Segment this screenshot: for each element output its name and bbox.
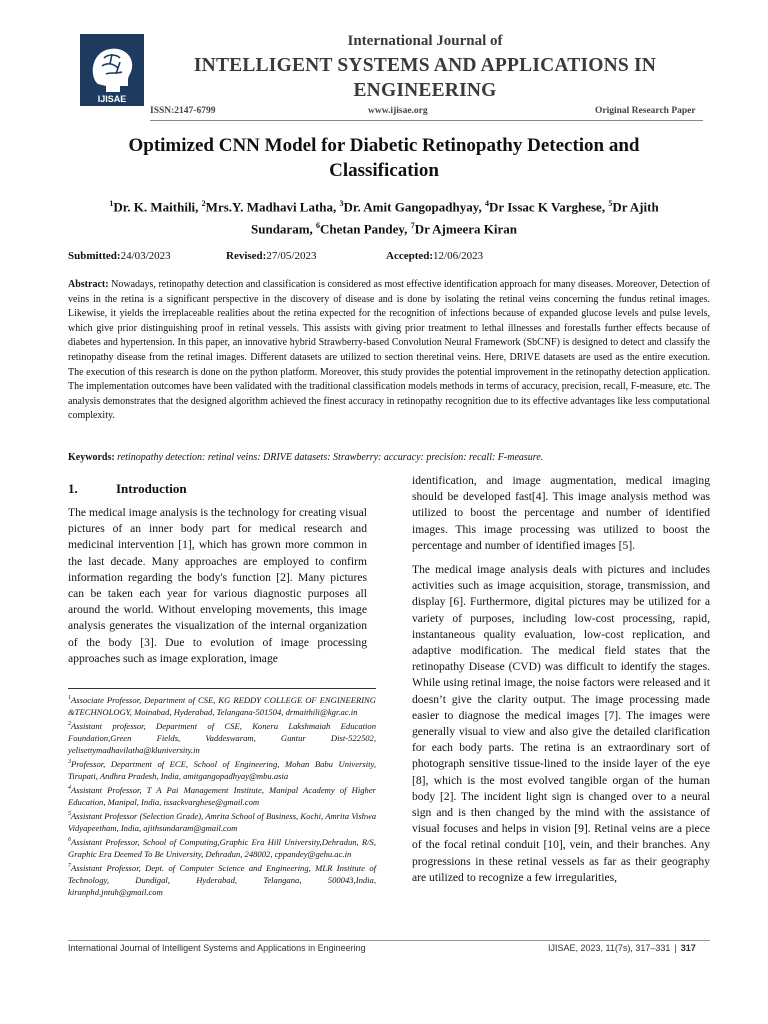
page-number: 317: [680, 943, 696, 953]
journal-prefix: International Journal of: [347, 33, 503, 49]
journal-website-link[interactable]: www.ijisae.org: [368, 106, 428, 116]
footnote-index: 7: [68, 863, 71, 870]
footnote-item: [68, 718, 376, 756]
author-index: 4: [485, 199, 490, 208]
author-index: 5: [608, 199, 613, 208]
brain-head-icon: [80, 34, 144, 106]
footnote-index: 3: [68, 759, 71, 766]
body-paragraph: The medical image analysis deals with pictures and includes activities such as image acquisition, storage, transmission, and display [6]. Furthermore, digital pictures may be utilized for a variety of purposes, including low-cost processing, rapid, instantaneous quality evaluation, low-cost replication, and adaptive modification. The medical field states that the retinopathy Disease (CVD) was difficult to identify the stages. While using retinal image, the noise factors were released and it doesn’t give the clarity output. The image processing made easier to diagnose the medical images [7]. The images were generally visual to view and also give the detailed clarification for each body parts. The retina is an extraordinary sort of photograph sensitive tissue-lined to the inside layer of the eye [8], which is the most evolved tangible organ of the human body [2]. The incident light sign is changed over to a neural sign and is then changed by the mind with the assistance of visual focuses and helps in vision [9]. Retinal veins are a piece of the focal retinal conduit [10], vein, and their branches. Any progressions in these retinal vessels as far as their geography are utilized to recognize a few irregularities,: [412, 563, 710, 884]
section-number: 1.: [68, 481, 78, 496]
footnote-index: 5: [68, 811, 71, 818]
author-name: Mrs.Y. Madhavi Latha,: [205, 199, 340, 215]
footer-citation-text: IJISAE, 2023, 11(7s), 317–331: [548, 943, 671, 953]
footnote-item: [68, 860, 376, 898]
logo-text: IJISAE: [97, 94, 127, 104]
body-paragraph: identification, and image augmentation, medical imaging should be developed fast[4]. This image analysis method was utilized to boost the percentage and number of identified images. This image processing was utilized to boost the percentage and number of identified images [5].: [412, 474, 710, 552]
footnote-item: [68, 756, 376, 782]
footnote-text: Assistant Professor, School of Computing,Graphic Era Hill University,Dehradun, R/S, Graphic Era Deemed To Be University, Dehradun, 248002, cppandey@gehu.ac.in: [68, 837, 376, 860]
accepted-date: Accepted:12/06/2023: [386, 250, 484, 262]
footnote-text: Assistant Professor, Dept. of Computer Science and Engineering, MLR Institute of Technology, Dundigal, Hyderabad, Telangana, 500043,India, kiranphd.jntuh@gmail.com: [68, 863, 376, 898]
abstract: [68, 278, 710, 424]
paper-title: Optimized CNN Model for Diabetic Retinopathy Detection and Classification: [128, 135, 640, 181]
abstract-label: Abstract:: [68, 279, 109, 290]
author-name: Dr Ajith Sundaram,: [251, 199, 659, 237]
author-name: Chetan Pandey,: [320, 221, 411, 237]
footer-divider: [68, 940, 710, 941]
footnote-index: 1: [68, 695, 71, 701]
submitted-date: Submitted:24/03/2023: [68, 250, 171, 262]
intro-right-column: [412, 473, 710, 894]
footnote-index: 6: [68, 837, 71, 844]
footnote-item: [68, 834, 376, 860]
journal-logo: [80, 34, 144, 106]
issn: ISSN:2147-6799: [150, 106, 216, 116]
keywords: [68, 452, 710, 463]
author-index: 6: [316, 221, 321, 231]
footnote-text: Assistant Professor (Selection Grade), Amrita School of Business, Kochi, Amrita Vishwa Vidyapeetham, India, ajithsundaram@gmail.com: [68, 811, 376, 834]
paper-type: Original Research Paper: [595, 106, 696, 116]
author-index: 2: [201, 199, 206, 208]
affiliation-footnotes: [68, 692, 376, 899]
section-title: Introduction: [116, 481, 187, 496]
footer-journal: International Journal of Intelligent Systems and Applications in Engineering: [68, 943, 366, 953]
footnote-text: Assistant professor, Department of CSE, Koneru Lakshmaiah Education Foundation,Green Fields, Vaddeswaram, Guntur Dist-522502, yelisettymadhavilatha@kluniversity.in: [68, 720, 376, 756]
footnote-index: 2: [68, 721, 71, 728]
header-divider: [150, 120, 703, 121]
author-index: 3: [339, 199, 344, 208]
author-index: 7: [410, 221, 415, 231]
keywords-label: Keywords:: [68, 452, 115, 463]
revised-date: Revised:27/05/2023: [226, 250, 317, 262]
author-index: 1: [109, 199, 114, 208]
journal-name: INTELLIGENT SYSTEMS AND APPLICATIONS IN ENGINEERING: [193, 55, 657, 101]
footnote-text: Associate Professor, Department of CSE, KG REDDY COLLEGE OF ENGINEERING &TECHNOLOGY, Moinabad, Hyderabad, Telangana-501504, drmaithili@kgr.ac.in: [68, 694, 376, 717]
intro-left-paragraph: The medical image analysis is the technology for creating visual pictures of an inner body part for medical research and medicinal intervention [1], which has grown more common in the last decade. Many approaches are employed to confirm information regarding the body's function [2]. Many pictures can be taken each year for various diagnostic purposes all around the world. Without enveloping movements, this image analysis generates the visualization of the internal organization of the body [3]. Due to evolution of image processing approaches such as image exploration, image: [68, 506, 367, 665]
author-name: Dr. Amit Gangopadhyay,: [343, 199, 486, 215]
footnote-item: [68, 692, 376, 718]
keywords-text: retinopathy detection: retinal veins: DRIVE datasets: Strawberry: accuracy: precision: recall: F-measure.: [114, 452, 544, 463]
author-name: Dr Ajmeera Kiran: [414, 221, 517, 237]
footnote-divider: [68, 688, 376, 689]
footer-separator: |: [674, 943, 677, 953]
section-heading: [68, 481, 187, 497]
footnote-item: [68, 808, 376, 834]
author-name: Dr. K. Maithili,: [113, 199, 202, 215]
abstract-text: Nowadays, retinopathy detection and classification is considered as most effective identification approach for many diseases. Moreover, Detection of veins in the retina is a significant perspective in the discovery of disease and is done by isolating the retinal veins concerning the fundus retinal images. Likewise, it yields the irreplaceable realities about the retina expected for the recognition of infections because of expanded glucose levels and pulse levels, which give prior distinguishing proof in retinal vessels. This assists with giving prior treatment to lethal illnesses and forestalls further effects because of diabetes and hypertension. In this paper, an innovative hybrid Strawberry-based Convolution Neural Framework (SbCNF) is designed to detect and classify the retinopathy disease from the retinal images. Different datasets are utilized to section theretinal veins. Here, DRIVE datasets are used as the entire execution. The execution of this research is done on the python platform. Moreover, this study provides the potential improvement in the retinopathy detection application. The implementation outcomes have been validated with the traditional classification models methods in terms of accuracy, precision, recall, F-measure, etc. The analysis demonstrates that the designed algorithm achieved the finest accuracy in retinopathy recognition due to its effective advantages like less computational complexity.: [68, 279, 710, 422]
footnote-item: [68, 782, 376, 808]
footnote-index: 4: [68, 785, 71, 792]
footnote-text: Assistant Professor, T A Pai Management Institute, Manipal Academy of Higher Education, Manipal, India, issackvarghese@gmail.com: [68, 785, 376, 808]
footer-citation: [548, 943, 696, 953]
footnote-text: Professor, Department of ECE, School of Engineering, Mohan Babu University, Tirupati, Andhra Pradesh, India, amitgangopadhyay@mbu.asia: [68, 759, 376, 782]
author-list: [80, 194, 688, 239]
author-name: Dr Issac K Varghese,: [489, 199, 609, 215]
